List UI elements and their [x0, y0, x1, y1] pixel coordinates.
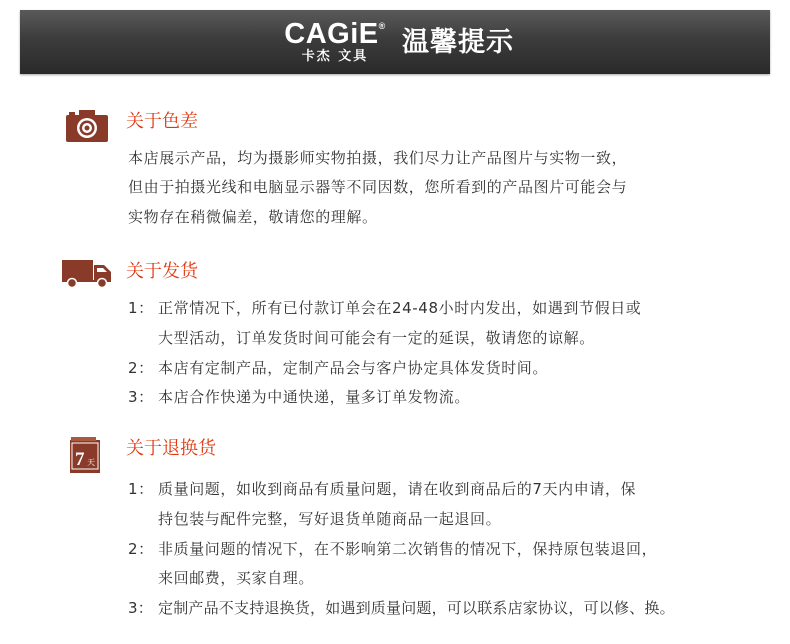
header-banner: [20, 10, 770, 74]
returns-list-item: [128, 538, 657, 560]
brand-logo: [276, 19, 394, 67]
list-number: 3：: [128, 599, 153, 617]
returns-list-item: [128, 478, 636, 500]
shipping-list-item: [128, 297, 641, 319]
logo-registered-mark: ®: [378, 21, 386, 31]
section-title-shipping: 关于发货: [126, 261, 198, 282]
list-text: 非质量问题的情况下，在不影响第二次销售的情况下，保持原包装退回，: [158, 540, 658, 558]
header-title: 温馨提示: [402, 27, 514, 58]
list-text: 来回邮费，买家自理。: [158, 569, 315, 587]
list-number: 2：: [128, 540, 154, 558]
truck-icon: [62, 260, 112, 288]
list-text: 持包装与配件完整，写好退货单随商品一起退回。: [158, 510, 502, 528]
section-title-color-difference: 关于色差: [126, 111, 198, 132]
seven-day-unit: 天: [87, 458, 95, 467]
returns-list-item: [128, 508, 501, 530]
list-text: 本店合作快递为中通快递，量多订单发物流。: [158, 388, 471, 406]
camera-icon: [66, 110, 108, 142]
returns-list-item: [128, 567, 314, 589]
list-text: 本店有定制产品，定制产品会与客户协定具体发货时间。: [158, 359, 549, 377]
color-difference-text-line: 本店展示产品，均为摄影师实物拍摄，我们尽力让产品图片与实物一致，: [128, 149, 628, 167]
seven-day-icon: [70, 437, 100, 473]
shipping-list-item: [128, 327, 595, 349]
list-number: 1：: [128, 299, 154, 317]
returns-list-item: [128, 597, 675, 619]
color-difference-text-line: 但由于拍摄光线和电脑显示器等不同因数，您所看到的产品图片可能会与: [128, 178, 628, 196]
list-text: 定制产品不支持退换货，如遇到质量问题，可以联系店家协议，可以修、换。: [158, 599, 675, 617]
list-text: 大型活动，订单发货时间可能会有一定的延误，敬请您的谅解。: [158, 329, 595, 347]
section-title-returns: 关于退换货: [126, 438, 216, 459]
list-text: 质量问题，如收到商品有质量问题，请在收到商品后的7天内申请，保: [158, 480, 637, 498]
logo-sub-text: 卡杰 文具: [301, 49, 369, 64]
list-number: 3：: [128, 388, 154, 406]
shipping-list-item: [128, 357, 548, 379]
shipping-list-item: [128, 386, 470, 408]
color-difference-text-line: 实物存在稍微偏差，敬请您的理解。: [128, 208, 378, 226]
list-number: 1：: [128, 480, 154, 498]
seven-day-number: 7: [75, 449, 85, 470]
list-text: 正常情况下，所有已付款订单会在24-48小时内发出，如遇到节假日或: [158, 299, 642, 317]
logo-main-text: CAGiE: [284, 18, 379, 50]
list-number: 2：: [128, 359, 154, 377]
